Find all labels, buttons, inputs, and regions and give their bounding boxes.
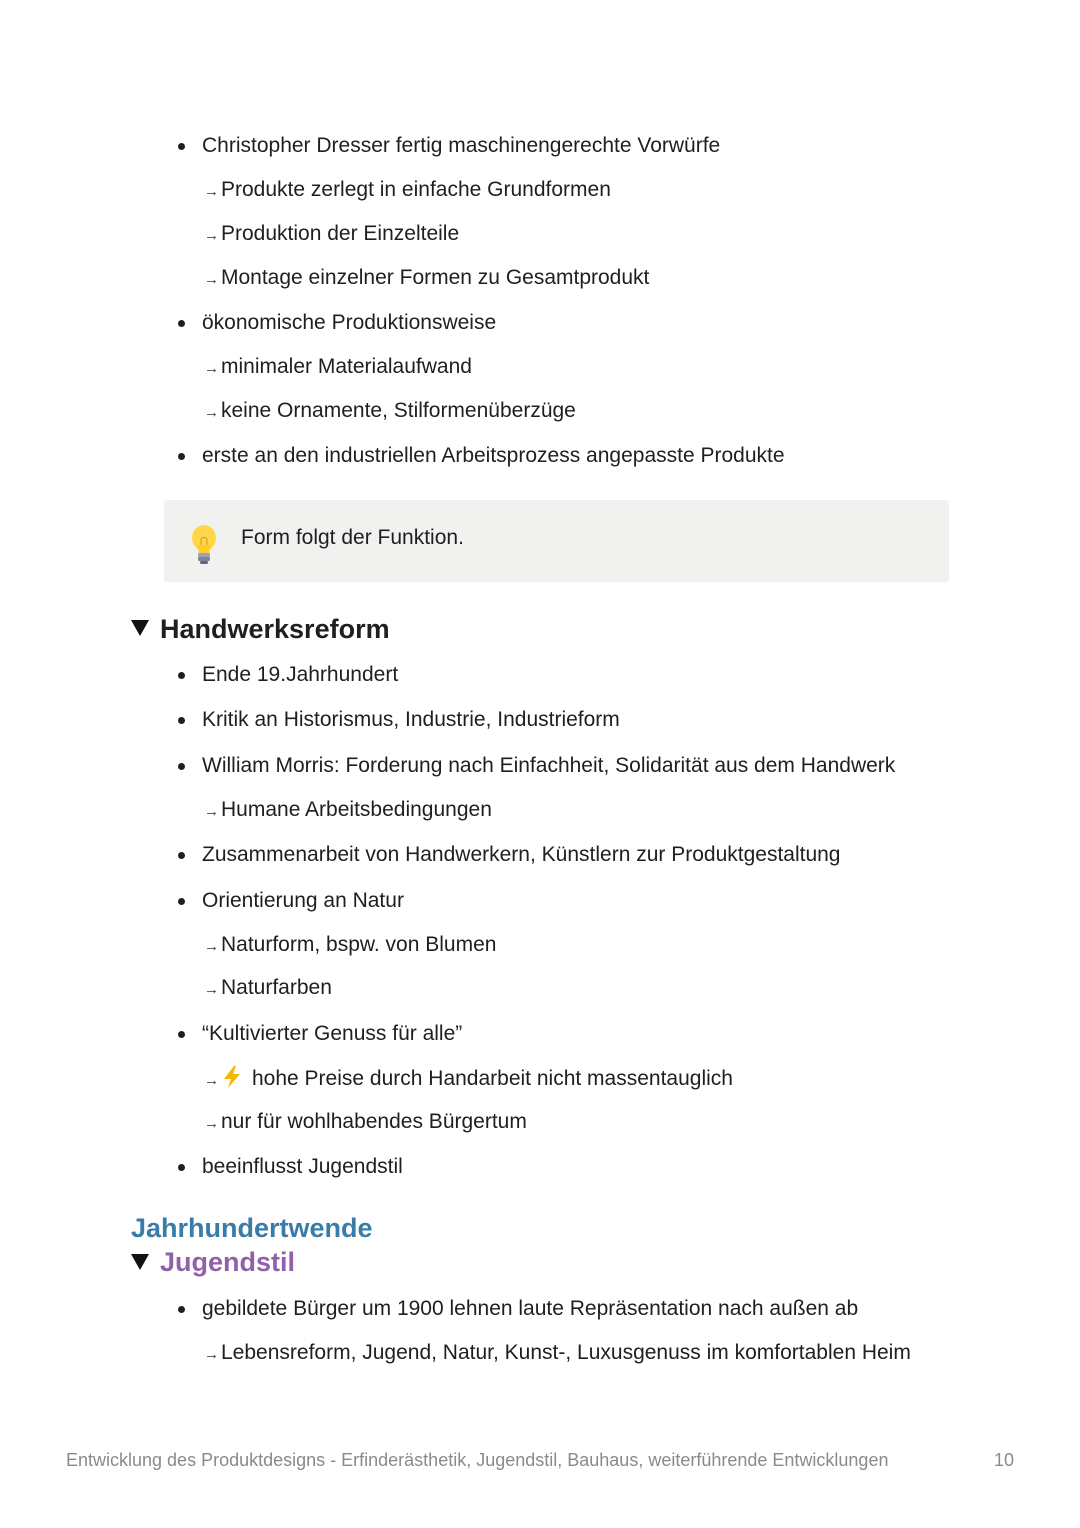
bullet-item bbox=[202, 1296, 858, 1322]
sub-item bbox=[204, 975, 332, 1003]
bullet-dot bbox=[178, 763, 185, 770]
page-number: 10 bbox=[994, 1450, 1015, 1470]
section-heading-jahrhundertwende: Jahrhundertwende bbox=[131, 1213, 373, 1243]
bullet-text: ökonomische Produktionsweise bbox=[202, 311, 497, 334]
sub-item-text: Humane Arbeitsbedingungen bbox=[221, 798, 492, 821]
sub-item bbox=[204, 1340, 911, 1368]
callout-text: Form folgt der Funktion. bbox=[241, 526, 464, 549]
bullet-item bbox=[202, 1154, 403, 1180]
bullet-dot bbox=[178, 898, 185, 905]
bullet-dot bbox=[178, 320, 185, 327]
bullet-text: Zusammenarbeit von Handwerkern, Künstlern zur Produktgestaltung bbox=[202, 843, 841, 866]
bullet-text: Orientierung an Natur bbox=[202, 889, 404, 912]
bullet-dot bbox=[178, 143, 185, 150]
bullet-item bbox=[202, 443, 785, 469]
arrow-icon: → bbox=[204, 1346, 219, 1363]
sub-item-text: Lebensreform, Jugend, Natur, Kunst-, Luxusgenuss im komfortablen Heim bbox=[221, 1341, 911, 1364]
bullet-text: Christopher Dresser fertig maschinengerechte Vorwürfe bbox=[202, 134, 721, 157]
bullet-item bbox=[202, 1021, 462, 1047]
bullet-item bbox=[202, 842, 841, 868]
bullet-dot bbox=[178, 672, 185, 679]
bullet-text: “Kultivierter Genuss für alle” bbox=[202, 1022, 463, 1045]
sub-item bbox=[204, 265, 649, 293]
sub-item-text: Produktion der Einzelteile bbox=[221, 222, 460, 245]
bullet-text: William Morris: Forderung nach Einfachheit, Solidarität aus dem Handwerk bbox=[202, 754, 896, 777]
bullet-text: gebildete Bürger um 1900 lehnen laute Repräsentation nach außen ab bbox=[202, 1297, 859, 1320]
arrow-icon: → bbox=[204, 227, 219, 244]
sub-item bbox=[204, 177, 611, 205]
bullet-dot bbox=[178, 1306, 185, 1313]
arrow-icon: → bbox=[204, 1072, 219, 1089]
footer-title: Entwicklung des Produktdesigns - Erfinderästhetik, Jugendstil, Bauhaus, weiterführende Entwicklungen bbox=[66, 1450, 889, 1470]
toggle-heading-handwerksreform[interactable]: Handwerksreform bbox=[160, 614, 390, 644]
sub-item bbox=[204, 797, 492, 825]
bullet-dot bbox=[178, 852, 185, 859]
sub-item bbox=[204, 1109, 527, 1137]
bullet-dot bbox=[178, 1164, 185, 1171]
sub-item bbox=[204, 1065, 733, 1094]
arrow-icon: → bbox=[204, 183, 219, 200]
lightning-icon bbox=[221, 1065, 243, 1089]
sub-item-text: Naturfarben bbox=[221, 976, 332, 999]
sub-item bbox=[204, 398, 576, 426]
bullet-text: beeinflusst Jugendstil bbox=[202, 1155, 403, 1178]
arrow-icon: → bbox=[204, 803, 219, 820]
arrow-icon: → bbox=[204, 1115, 219, 1132]
bullet-text: Ende 19.Jahrhundert bbox=[202, 663, 399, 686]
sub-item-text: Montage einzelner Formen zu Gesamtprodukt bbox=[221, 266, 650, 289]
lightbulb-icon bbox=[186, 523, 222, 567]
sub-item-text: Produkte zerlegt in einfache Grundformen bbox=[221, 178, 611, 201]
arrow-icon: → bbox=[204, 404, 219, 421]
arrow-icon: → bbox=[204, 938, 219, 955]
sub-item bbox=[204, 354, 472, 382]
toggle-triangle-icon[interactable] bbox=[131, 620, 149, 636]
bullet-text: erste an den industriellen Arbeitsprozess angepasste Produkte bbox=[202, 444, 785, 467]
bullet-item bbox=[202, 310, 496, 336]
sub-item-text: hohe Preise durch Handarbeit nicht massentauglich bbox=[252, 1067, 733, 1090]
sub-item-text: nur für wohlhabendes Bürgertum bbox=[221, 1110, 527, 1133]
arrow-icon: → bbox=[204, 271, 219, 288]
sub-item bbox=[204, 932, 496, 960]
bullet-item bbox=[202, 133, 720, 159]
bullet-text: Kritik an Historismus, Industrie, Industrieform bbox=[202, 708, 620, 731]
callout-box bbox=[164, 500, 949, 582]
bullet-dot bbox=[178, 717, 185, 724]
sub-item-text: keine Ornamente, Stilformenüberzüge bbox=[221, 399, 576, 422]
bullet-item bbox=[202, 707, 620, 733]
arrow-icon: → bbox=[204, 360, 219, 377]
sub-item-text: Naturform, bspw. von Blumen bbox=[221, 933, 497, 956]
bullet-item bbox=[202, 662, 398, 688]
arrow-icon: → bbox=[204, 981, 219, 998]
toggle-triangle-icon[interactable] bbox=[131, 1254, 149, 1270]
bullet-item bbox=[202, 753, 895, 779]
bullet-dot bbox=[178, 453, 185, 460]
toggle-heading-jugendstil[interactable]: Jugendstil bbox=[160, 1247, 296, 1277]
bullet-item bbox=[202, 888, 404, 914]
bullet-dot bbox=[178, 1031, 185, 1038]
sub-item-text: minimaler Materialaufwand bbox=[221, 355, 472, 378]
sub-item bbox=[204, 221, 459, 249]
